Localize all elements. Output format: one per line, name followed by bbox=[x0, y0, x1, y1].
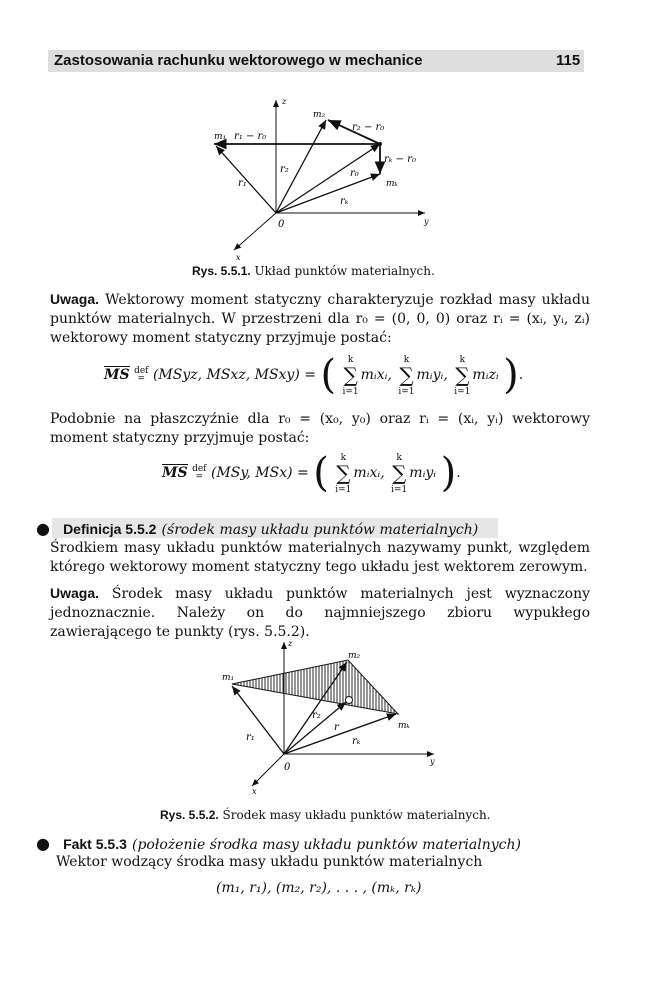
running-header-title: Zastosowania rachunku wektorowego w mechanice bbox=[54, 52, 423, 69]
eq1-sum-y: k ∑ i=1 bbox=[398, 355, 415, 397]
label-x: x bbox=[236, 253, 241, 262]
label-m2: m₂ bbox=[313, 110, 326, 120]
definition-title: Definicja 5.5.2 bbox=[63, 521, 157, 537]
label-r1-minus-r0: r₁ − r₀ bbox=[234, 131, 267, 142]
eq2-term-y: mᵢyᵢ bbox=[409, 465, 437, 481]
label-rk: rₖ bbox=[340, 196, 349, 207]
label-r1: r₁ bbox=[246, 732, 255, 743]
figure-5-5-1-caption bbox=[192, 264, 435, 278]
definition-text: Środkiem masy układu punktów materialnych nazywamy punkt, względem którego wektorowy moment statyczny tego układu jest wektorem zerowym. bbox=[50, 540, 590, 575]
convex-hull-triangle bbox=[232, 660, 398, 714]
uwaga-text: Środek masy układu punktów materialnych jest wyznaczony jednoznacznie. Należy on do najmniejszego zbioru wypukłego zawierającego te punkty (rys. 5.5.2). bbox=[50, 586, 590, 640]
definition-heading bbox=[36, 519, 478, 538]
label-r2: r₂ bbox=[280, 164, 289, 175]
vector-r1 bbox=[232, 686, 284, 754]
label-y: y bbox=[424, 217, 429, 226]
label-y: y bbox=[430, 757, 435, 766]
bullet: ● bbox=[36, 834, 50, 853]
definition-subtitle: (środek masy układu punktów materialnych) bbox=[161, 522, 479, 538]
label-mk: mₖ bbox=[398, 721, 410, 731]
label-m1: m₁ bbox=[214, 132, 227, 142]
label-r0: r₀ bbox=[350, 168, 359, 179]
definition-body bbox=[50, 539, 590, 577]
eq2-lhs: MS bbox=[162, 465, 188, 481]
eq1-sum-x: k ∑ i=1 bbox=[342, 355, 359, 397]
vector-rk bbox=[284, 714, 396, 754]
paragraph-plane-text: Podobnie na płaszczyźnie dla r₀ = (x₀, y₀) oraz rᵢ = (xᵢ, yᵢ) wektorowy moment statyczny przyjmuje postać: bbox=[50, 411, 590, 446]
eq1-lhs: MS bbox=[104, 367, 130, 383]
label-z: z bbox=[282, 97, 287, 106]
fakt-title: Fakt 5.5.3 bbox=[63, 836, 127, 852]
label-r2: r₂ bbox=[312, 710, 321, 721]
label-mk: mₖ bbox=[386, 179, 398, 189]
fakt-subtitle: (położenie środka masy układu punktów materialnych) bbox=[131, 837, 521, 853]
uwaga-paragraph-1 bbox=[50, 290, 590, 348]
equation-ms-space: MS def = (MSyz, MSxz, MSxy) = ( k ∑ i=1mᵢxᵢ, k ∑ i=1mᵢyᵢ, k ∑ i=1mᵢzᵢ ). bbox=[104, 352, 524, 398]
label-x: x bbox=[252, 787, 257, 796]
fakt-formula: (m₁, r₁), (m₂, r₂), . . . , (mₖ, rₖ) bbox=[216, 880, 422, 896]
label-m1: m₁ bbox=[222, 673, 235, 683]
eq1-term-z: mᵢzᵢ bbox=[472, 367, 499, 383]
label-rk: rₖ bbox=[352, 736, 361, 747]
figure-5-5-2 bbox=[210, 636, 450, 796]
center-of-mass-point bbox=[346, 697, 353, 704]
label-r1: r₁ bbox=[238, 178, 247, 189]
figure-5-5-2-caption bbox=[160, 808, 491, 822]
label-r2-minus-r0: r₂ − r₀ bbox=[352, 122, 385, 133]
eq1-sum-z: k ∑ i=1 bbox=[454, 355, 471, 397]
uwaga-label: Uwaga. bbox=[50, 585, 100, 601]
paragraph-plane bbox=[50, 410, 590, 448]
fakt-body bbox=[56, 853, 576, 872]
eq1-term-x: mᵢxᵢ, bbox=[360, 367, 392, 383]
uwaga-paragraph-2 bbox=[50, 584, 590, 642]
label-m2: m₂ bbox=[348, 651, 361, 661]
caption-label: Rys. 5.5.2. bbox=[160, 808, 219, 822]
label-origin: 0 bbox=[278, 219, 285, 230]
eq1-def: def bbox=[134, 366, 149, 376]
label-r: r bbox=[334, 722, 339, 733]
x-axis bbox=[234, 213, 276, 250]
uwaga-label: Uwaga. bbox=[50, 291, 100, 307]
bullet: ● bbox=[36, 519, 50, 538]
fakt-text: Wektor wodzący środka masy układu punktów materialnych bbox=[56, 854, 483, 870]
caption-text: Układ punktów materialnych. bbox=[254, 264, 435, 278]
uwaga-text: Wektorowy moment statyczny charakteryzuje rozkład masy układu punktów materialnych. W przestrzeni dla r₀ = (0, 0, 0) oraz rᵢ = (xᵢ, yᵢ, zᵢ) wektorowy moment statyczny przyjmuje postać: bbox=[50, 292, 590, 346]
figure-5-5-1 bbox=[200, 92, 440, 262]
eq1-term-y: mᵢyᵢ, bbox=[416, 367, 448, 383]
vector-rk bbox=[276, 174, 380, 213]
caption-text: Środek masy układu punktów materialnych. bbox=[222, 808, 491, 822]
x-axis bbox=[252, 754, 284, 786]
label-rk-minus-r0: rₖ − r₀ bbox=[384, 154, 416, 165]
label-origin: 0 bbox=[284, 762, 291, 773]
eq2-sum-x: k ∑ i=1 bbox=[335, 453, 352, 495]
eq2-sum-y: k ∑ i=1 bbox=[391, 453, 408, 495]
fakt-heading bbox=[36, 834, 521, 853]
caption-label: Rys. 5.5.1. bbox=[192, 264, 251, 278]
page-number: 115 bbox=[556, 52, 581, 69]
eq2-mid: (MSy, MSx) = bbox=[210, 465, 309, 481]
eq1-mid: (MSyz, MSxz, MSxy) = bbox=[152, 367, 316, 383]
label-z: z bbox=[288, 639, 293, 648]
equation-ms-plane: MS def = (MSy, MSx) = ( k ∑ i=1mᵢxᵢ, k ∑ i=1mᵢyᵢ ). bbox=[162, 450, 461, 496]
eq2-def: def bbox=[192, 464, 207, 474]
point-r0 bbox=[378, 142, 382, 146]
vector-r0 bbox=[276, 144, 380, 213]
eq2-term-x: mᵢxᵢ, bbox=[353, 465, 385, 481]
